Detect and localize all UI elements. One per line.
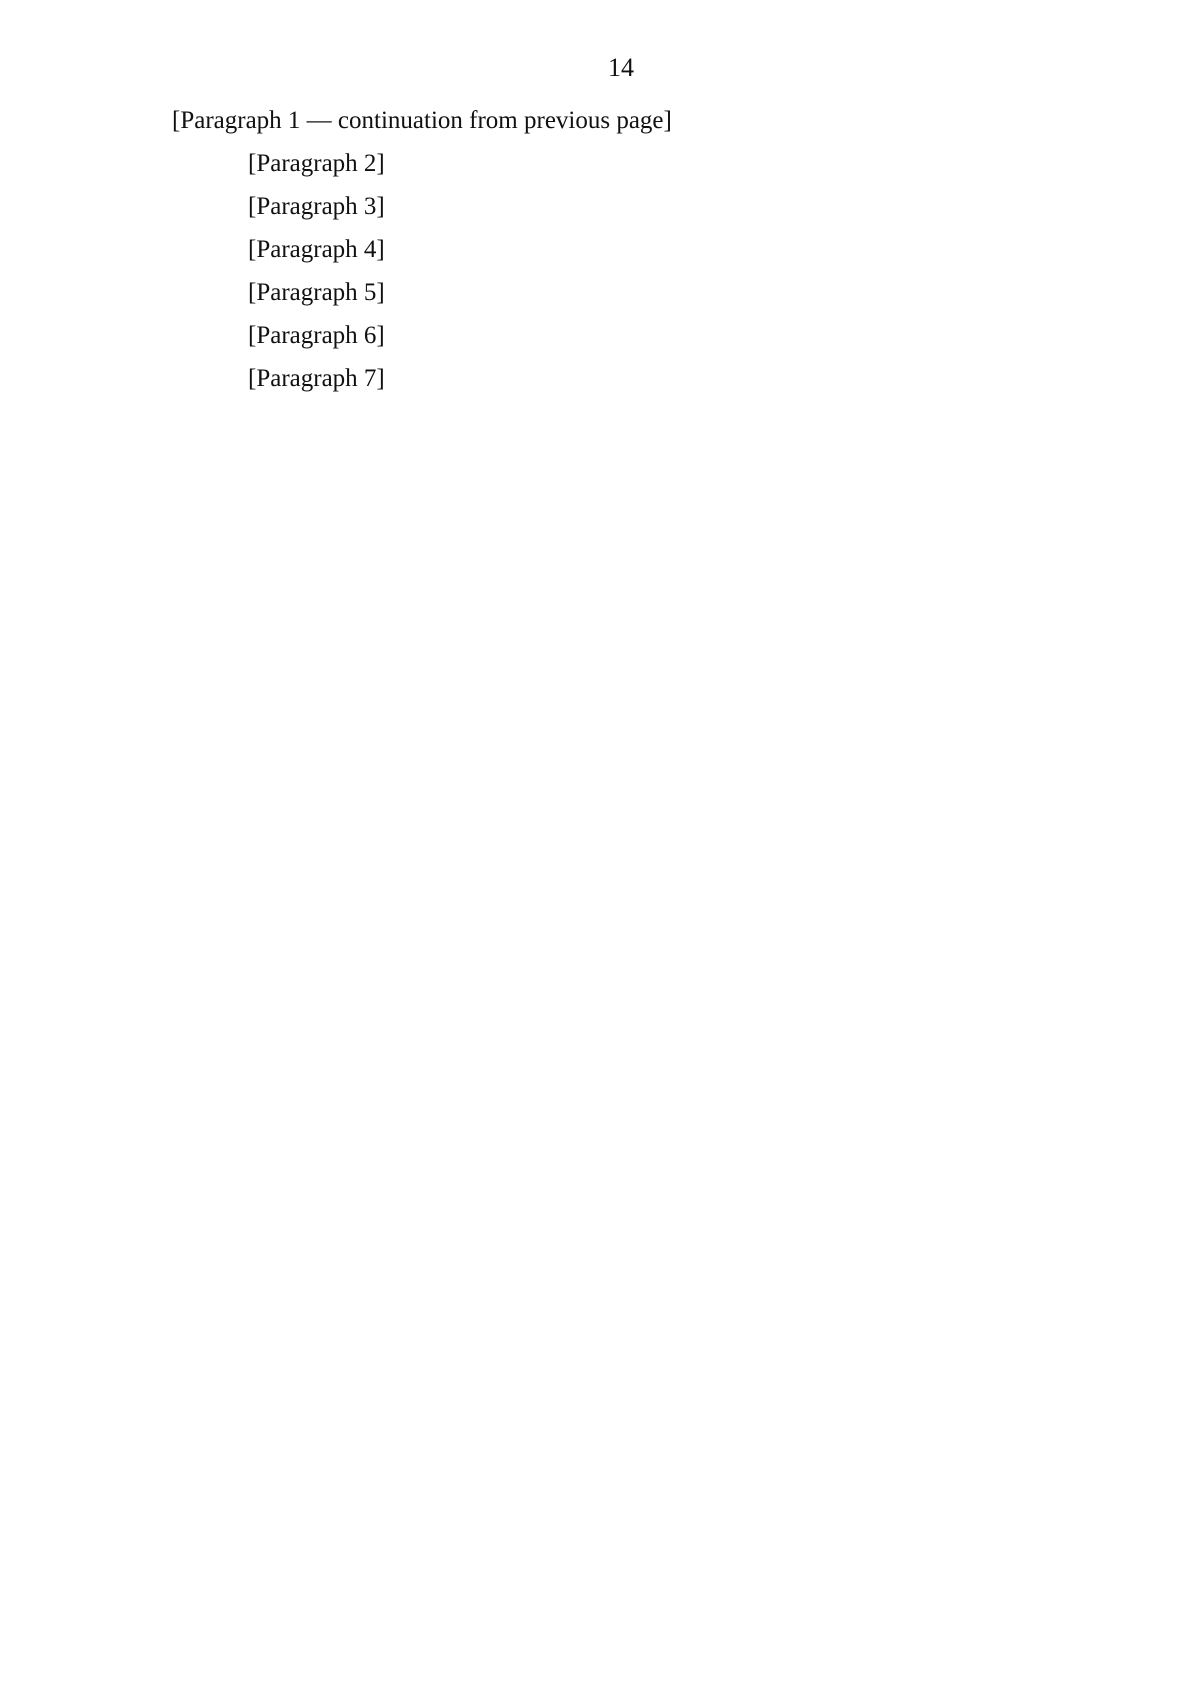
- paragraph: [Paragraph 4]: [248, 236, 385, 263]
- paragraph-continuation: [Paragraph 1 — continuation from previous page]: [172, 107, 672, 134]
- paragraph: [Paragraph 2]: [248, 150, 385, 177]
- paragraph: [Paragraph 6]: [248, 322, 385, 349]
- paragraph: [Paragraph 7]: [248, 365, 385, 392]
- page-number: 14: [608, 53, 634, 82]
- paragraph: [Paragraph 5]: [248, 279, 385, 306]
- paragraph: [Paragraph 3]: [248, 193, 385, 220]
